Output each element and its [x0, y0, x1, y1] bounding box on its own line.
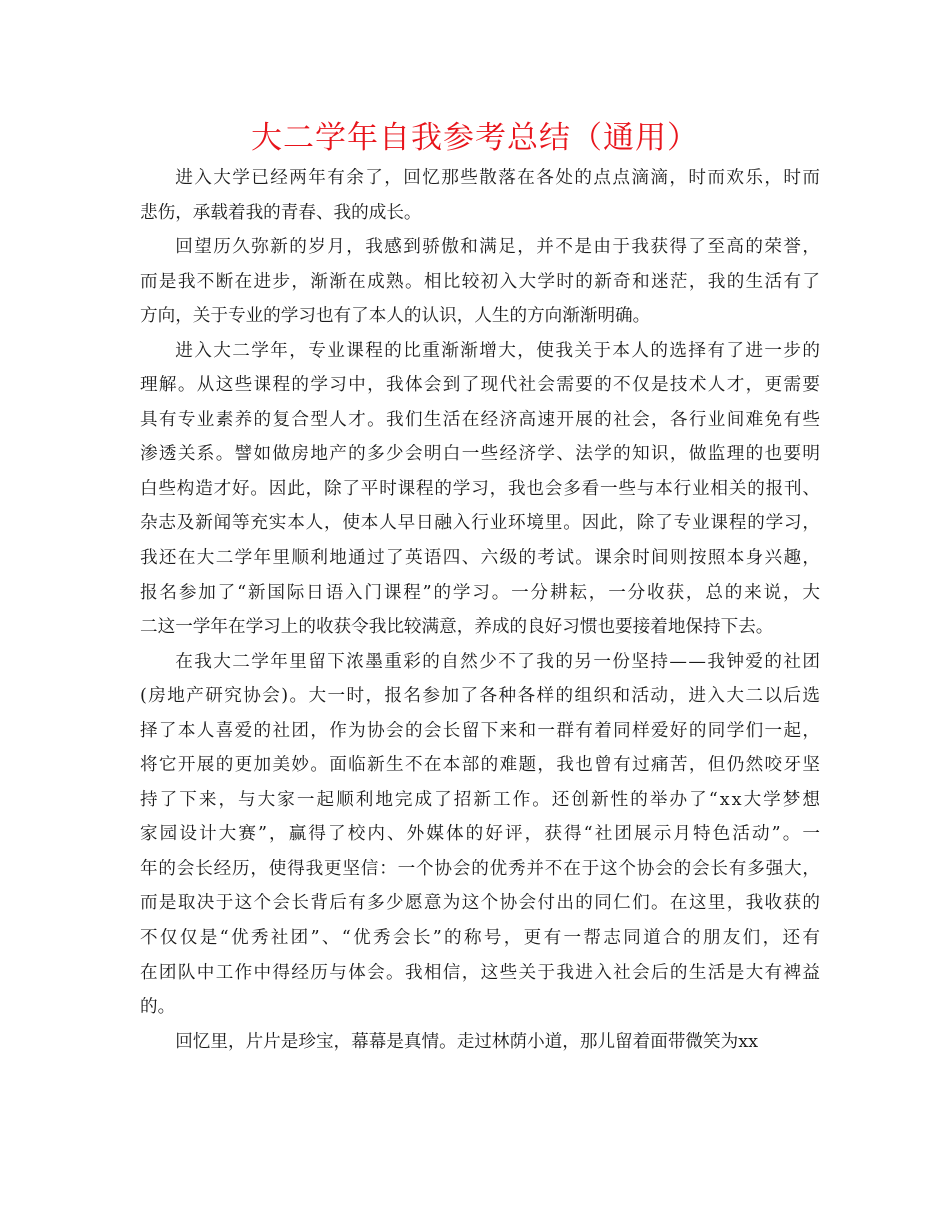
document-body — [140, 161, 823, 1059]
paragraph — [140, 334, 820, 645]
text-line: 理解。从这些课程的学习中，我体会到了现代社会需要的不仅是技术人才，更需要 — [140, 375, 822, 396]
text-line: 在团队中工作中得经历与体会。我相信，这些关于我进入社会后的生活是大有裨益 — [140, 962, 822, 983]
text-line: 将它开展的更加美妙。面临新生不在本部的难题，我也曾有过痛苦，但仍然咬牙坚 — [140, 755, 822, 776]
text-line: 方向，关于专业的学习也有了本人的认识，人生的方向渐渐明确。 — [140, 306, 651, 327]
text-line: 而是我不断在进步，渐渐在成熟。相比较初入大学时的新奇和迷茫，我的生活有了 — [140, 271, 822, 292]
text-line: 而是取决于这个会长背后有多少愿意为这个协会付出的同仁们。在这里，我收获的 — [140, 893, 822, 914]
paragraph — [140, 230, 820, 334]
text-line: 回望历久弥新的岁月，我感到骄傲和满足，并不是由于我获得了至高的荣誉， — [175, 237, 822, 258]
text-line: 二这一学年在学习上的收获令我比较满意，养成的良好习惯也要接着地保持下去。 — [140, 617, 774, 638]
text-line: 具有专业素养的复合型人才。我们生活在经济高速开展的社会，各行业间难免有些 — [140, 409, 822, 430]
text-line: 渗透关系。譬如做房地产的多少会明白一些经济学、法学的知识，做监理的也要明 — [140, 444, 822, 465]
text-line: 进入大学已经两年有余了，回忆那些散落在各处的点点滴滴，时而欢乐，时而 — [175, 168, 822, 188]
text-line: 进入大二学年，专业课程的比重渐渐增大，使我关于本人的选择有了进一步的 — [175, 340, 822, 361]
text-line: 我还在大二学年里顺利地通过了英语四、六级的考试。课余时间则按照本身兴趣， — [140, 548, 822, 569]
text-line: 杂志及新闻等充实本人，使本人早日融入行业环境里。因此，除了专业课程的学习， — [140, 513, 821, 534]
text-line: 报名参加了“新国际日语入门课程”的学习。一分耕耘，一分收获，总的来说，大 — [140, 582, 822, 603]
text-line: 持了下来，与大家一起顺利地完成了招新工作。还创新性的举办了“xx大学梦想 — [140, 789, 823, 810]
paragraph — [140, 645, 823, 1025]
text-line: 回忆里，片片是珍宝，幕幕是真情。走过林荫小道，那儿留着面带微笑为xx — [175, 1031, 759, 1052]
text-line: 家园设计大赛”，赢得了校内、外媒体的好评，获得“社团展示月特色活动”。一 — [140, 824, 823, 845]
paragraph — [140, 161, 820, 230]
text-line: (房地产研究协会)。大一时，报名参加了各种各样的组织和活动，进入大二以后选 — [140, 686, 822, 707]
document-title: 大二学年自我参考总结（通用） — [251, 120, 699, 156]
text-line: 的。 — [140, 997, 176, 1018]
text-line: 不仅仅是“优秀社团”、“优秀会长”的称号，更有一帮志同道合的朋友们，还有 — [140, 928, 823, 949]
text-line: 悲伤，承载着我的青春、我的成长。 — [140, 202, 422, 223]
text-line: 年的会长经历，使得我更坚信：一个协会的优秀并不在于这个协会的会长有多强大， — [140, 858, 821, 879]
text-line: 择了本人喜爱的社团，作为协会的会长留下来和一群有着同样爱好的同学们一起， — [140, 720, 822, 741]
paragraph — [140, 1025, 820, 1060]
text-line: 在我大二学年里留下浓墨重彩的自然少不了我的另一份坚持——我钟爱的社团 — [175, 651, 822, 672]
text-line: 白些构造才好。因此，除了平时课程的学习，我也会多看一些与本行业相关的报刊、 — [140, 478, 821, 499]
